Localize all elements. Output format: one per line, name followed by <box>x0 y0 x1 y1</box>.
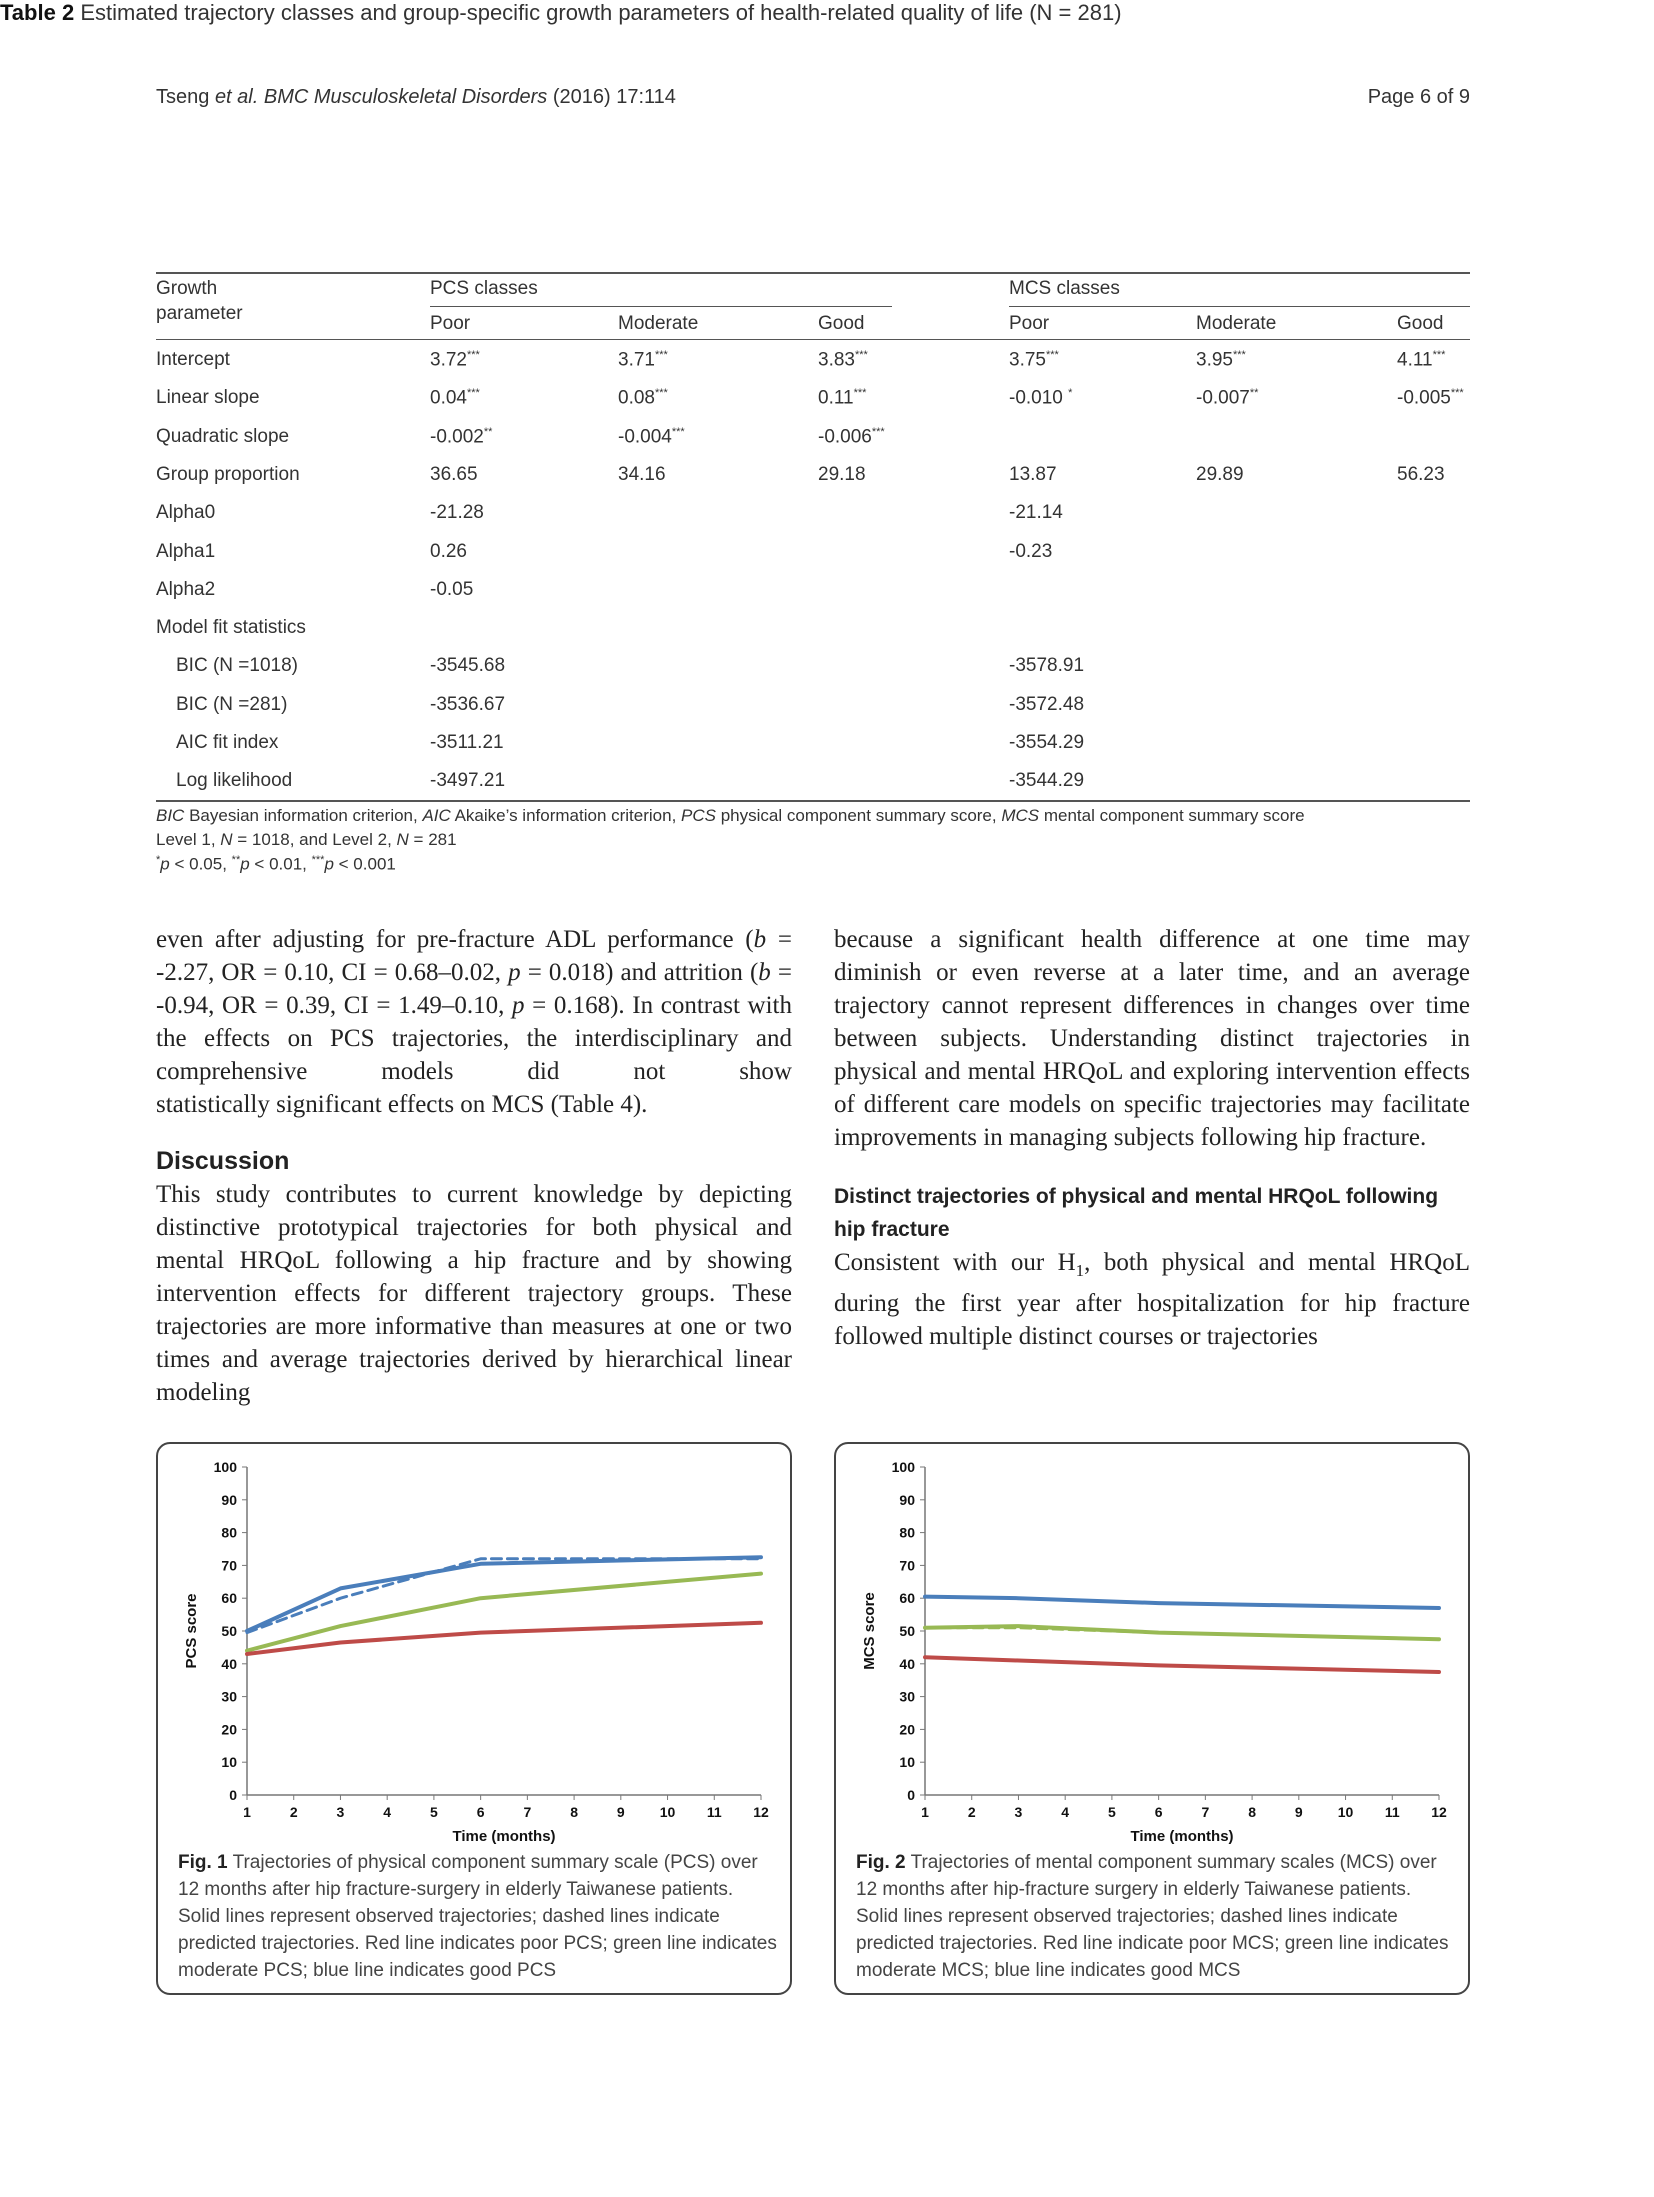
table-cell: 3.95*** <box>1196 349 1246 371</box>
table-head-growth: Growth <box>156 278 218 299</box>
fig2-y-tick-label: 40 <box>899 1655 915 1672</box>
fig2-y-tick-label: 100 <box>891 1459 915 1475</box>
table-row-label: Quadratic slope <box>156 425 290 447</box>
fig2-y-tick-label: 70 <box>899 1557 915 1574</box>
header-etal: et al. <box>214 86 259 108</box>
table-cell: 36.65 <box>430 463 478 485</box>
table-subheader-pcs-moderate: Moderate <box>618 313 699 334</box>
body-left-paragraph-2: This study contributes to current knowledge by depicting distinctive prototypical trajectories for both physical and mental HRQoL following a hip fracture and by showing intervention effects for different trajectory groups. These trajectories are more informative than measures at one or two times and average trajectories derived by hierarchical linear modeling <box>156 1181 792 1406</box>
table-header-rule <box>156 339 1470 340</box>
fig2-x-tick-label: 7 <box>1201 1804 1210 1820</box>
table-cell: -0.010 * <box>1009 387 1073 409</box>
fig1-y-tick-label: 60 <box>221 1590 237 1607</box>
fig2-series-good-mcs-observed <box>925 1597 1439 1608</box>
figure-2-chart <box>836 1444 1468 1844</box>
table-cell: -3544.29 <box>1009 770 1085 792</box>
fig1-x-tick-label: 9 <box>616 1804 625 1820</box>
fig1-y-axis-label: PCS score <box>183 1593 200 1669</box>
body-left-column <box>156 923 792 1409</box>
fig2-y-tick-label: 30 <box>899 1688 915 1705</box>
table-cell: -3497.21 <box>430 770 506 792</box>
fig2-y-tick-label: 80 <box>899 1524 915 1541</box>
fig2-x-tick-label: 3 <box>1014 1804 1023 1820</box>
fig1-series-poor-pcs-observed <box>247 1623 761 1654</box>
header-year-volume: (2016) 17:114 <box>552 86 676 108</box>
table-cell: -0.004*** <box>618 425 685 447</box>
fig2-y-tick-label: 60 <box>899 1590 915 1607</box>
table-head-parameter: parameter <box>156 303 243 324</box>
fig2-series-moderate-mcs-observed <box>925 1626 1439 1639</box>
table-row-label: BIC (N =1018) <box>176 655 298 677</box>
table-cell: 13.87 <box>1009 463 1057 485</box>
table-mcs-rule <box>1009 306 1470 307</box>
fig2-x-tick-label: 8 <box>1248 1804 1256 1820</box>
body-right-paragraph-1: because a significant health difference at one time may diminish or even reverse at a later time, and an average trajectory cannot represent differences in changes over time between subjects. Understanding distinct trajectories in physical and mental HRQoL and exploring intervention effects of different care models on specific trajectories may facilitate improvements in managing subjects following hip fracture. <box>834 926 1470 1151</box>
table-cell: 3.71*** <box>618 349 668 371</box>
table-cell: -0.002** <box>430 425 493 447</box>
fig2-x-tick-label: 10 <box>1337 1804 1354 1820</box>
table-top-rule <box>156 272 1470 274</box>
running-header-citation <box>156 86 676 109</box>
fig1-x-tick-label: 5 <box>430 1804 438 1820</box>
table-cell: 3.83*** <box>818 349 868 371</box>
body-left-paragraph-1: even after adjusting for pre-fracture ADL performance (b = -2.27, OR = 0.10, CI = 0.68–0.02, p = 0.018) and attrition (b = -0.94, OR = 0.39, CI = 1.49–0.10, p = 0.168). In contrast with the effects on PCS trajectories, the interdisciplinary and comprehensive models did not show statistically significant effects on MCS (Table 4). <box>156 926 792 1118</box>
fig1-y-tick-label: 70 <box>221 1557 237 1574</box>
fig1-series-moderate-pcs-predicted <box>247 1574 761 1651</box>
header-journal: BMC Musculoskeletal Disorders <box>263 86 548 108</box>
fig1-x-tick-label: 10 <box>659 1804 676 1820</box>
table-subheader-mcs-poor: Poor <box>1009 313 1050 334</box>
fig1-y-tick-label: 0 <box>229 1787 237 1803</box>
figure-2-caption <box>856 1849 1456 1984</box>
table-row-label: BIC (N =281) <box>176 693 288 715</box>
fig1-x-tick-label: 6 <box>476 1804 485 1820</box>
fig2-x-axis-label: Time (months) <box>1130 1828 1234 1844</box>
table-subheader-mcs-moderate: Moderate <box>1196 313 1277 334</box>
table-bottom-rule <box>156 800 1470 802</box>
figure-2-panel <box>834 1442 1470 1995</box>
table-pcs-rule <box>430 306 892 307</box>
table-cell: 0.11*** <box>818 387 867 409</box>
fig2-x-tick-label: 9 <box>1294 1804 1303 1820</box>
table-cell: -21.28 <box>430 502 484 524</box>
body-right-column <box>834 923 1470 1353</box>
table-cell: -3536.67 <box>430 693 506 715</box>
table-subheader-mcs-good: Good <box>1397 313 1444 334</box>
fig2-y-tick-label: 10 <box>899 1754 915 1771</box>
fig2-y-tick-label: 50 <box>899 1623 915 1639</box>
table-subheader-pcs-poor: Poor <box>430 313 471 334</box>
fig2-x-tick-label: 5 <box>1108 1804 1116 1820</box>
fig1-x-tick-label: 3 <box>336 1804 345 1820</box>
section-subheading: Distinct trajectories of physical and mental HRQoL following hip fracture <box>834 1185 1439 1241</box>
table-cell: 29.18 <box>818 463 866 485</box>
body-right-paragraph-2: Consistent with our $H_1$, both physical and mental HRQoL during the first year after hospitalization for hip fracture followed multiple distinct courses or trajectories <box>834 1249 1470 1350</box>
fig1-series-moderate-pcs-observed <box>247 1574 761 1651</box>
fig1-x-tick-label: 2 <box>289 1804 298 1820</box>
table-cell: -3554.29 <box>1009 732 1085 753</box>
table-caption-label: Table 2 <box>0 0 75 25</box>
table-caption-text: Estimated trajectory classes and group-specific growth parameters of health-related quality of life (N = 281) <box>80 0 1122 25</box>
fig1-y-tick-label: 20 <box>221 1721 237 1738</box>
figure-1-panel <box>156 1442 792 1995</box>
fig1-y-tick-label: 10 <box>221 1754 237 1771</box>
fig2-x-tick-label: 12 <box>1431 1804 1447 1820</box>
table-subheader-pcs-good: Good <box>818 313 865 334</box>
table-row-label: Log likelihood <box>176 770 293 792</box>
fig2-y-tick-label: 0 <box>907 1787 915 1803</box>
table-cell: 0.08*** <box>618 387 668 409</box>
fig1-x-tick-label: 12 <box>753 1804 769 1820</box>
fig2-y-axis-label: MCS score <box>861 1592 878 1670</box>
fig1-x-tick-label: 7 <box>523 1804 532 1820</box>
fig1-x-tick-label: 1 <box>243 1804 251 1820</box>
table-row-label: Alpha2 <box>156 578 216 600</box>
table-footnote-abbrev: BIC Bayesian information criterion, AIC Akaike’s information criterion, PCS physical component summary score, MCS mental component summary score <box>156 806 1305 825</box>
table-cell: -0.006*** <box>818 425 885 447</box>
fig2-x-tick-label: 1 <box>921 1804 929 1820</box>
table-row-label: Intercept <box>156 349 230 370</box>
table-row-label: AIC fit index <box>176 732 279 753</box>
table-caption <box>0 0 1320 26</box>
header-authors: Tseng <box>156 86 210 108</box>
fig1-y-tick-label: 90 <box>221 1491 237 1508</box>
table-cell: 3.75*** <box>1009 349 1059 371</box>
figure-2-caption-text: Trajectories of mental component summary scales (MCS) over 12 months after hip-fracture surgery in elderly Taiwanese patients. Solid lines represent observed trajectories; dashed lines indicate predicted trajectories. Red line indicate poor MCS; green line indicates moderate MCS; blue line indicates good MCS <box>856 1852 1449 1981</box>
table-cell: 0.26 <box>430 540 467 562</box>
figure-2-label: Fig. 2 <box>856 1852 906 1873</box>
fig1-x-tick-label: 4 <box>383 1804 392 1820</box>
fig1-y-tick-label: 40 <box>221 1655 237 1672</box>
table-cell: 34.16 <box>618 463 666 485</box>
table-footnote-levels: Level 1, N = 1018, and Level 2, N = 281 <box>156 830 457 849</box>
fig1-y-tick-label: 30 <box>221 1688 237 1705</box>
discussion-heading: Discussion <box>156 1147 290 1175</box>
fig2-y-tick-label: 20 <box>899 1721 915 1738</box>
table-row-label: Linear slope <box>156 387 260 409</box>
table-cell: -0.007** <box>1196 387 1259 409</box>
table-footnote-significance: *p < 0.05, **p < 0.01, ***p < 0.001 <box>156 854 396 874</box>
table-row-label: Alpha1 <box>156 540 216 562</box>
table-head-pcs-classes: PCS classes <box>430 278 538 299</box>
table-cell: -3511.21 <box>430 732 504 753</box>
figure-1-caption-text: Trajectories of physical component summary scale (PCS) over 12 months after hip fracture-surgery in elderly Taiwanese patients. Solid lines represent observed trajectories; dashed lines indicate predicted trajectories. Red line indicates poor PCS; green line indicates moderate PCS; blue line indicates good PCS <box>178 1852 777 1981</box>
fig2-y-tick-label: 90 <box>899 1491 915 1508</box>
table-cell: -3578.91 <box>1009 655 1085 677</box>
table-cell: -3572.48 <box>1009 693 1085 715</box>
table-cell: 4.11*** <box>1397 349 1446 371</box>
table-cell: -3545.68 <box>430 655 506 677</box>
table-cell: -0.23 <box>1009 540 1053 562</box>
fig1-series-good-pcs-observed <box>247 1557 761 1631</box>
fig2-x-tick-label: 6 <box>1154 1804 1163 1820</box>
fig2-x-tick-label: 4 <box>1061 1804 1070 1820</box>
figure-1-caption <box>178 1849 778 1984</box>
table-cell: 3.72*** <box>430 349 480 371</box>
fig1-x-tick-label: 8 <box>570 1804 578 1820</box>
table-cell: -0.005*** <box>1397 387 1464 409</box>
fig1-x-tick-label: 11 <box>706 1804 722 1820</box>
table-row-label: Group proportion <box>156 463 300 485</box>
table-row-label: Alpha0 <box>156 502 216 524</box>
table-cell: 56.23 <box>1397 463 1445 485</box>
table-row-label: Model fit statistics <box>156 617 306 639</box>
fig1-y-tick-label: 50 <box>221 1623 237 1639</box>
fig2-x-tick-label: 2 <box>967 1804 976 1820</box>
figure-1-chart <box>158 1444 790 1844</box>
table-cell: -0.05 <box>430 578 474 600</box>
running-header-page: Page 6 of 9 <box>1367 86 1470 108</box>
fig2-x-tick-label: 11 <box>1384 1804 1400 1820</box>
figure-1-label: Fig. 1 <box>178 1852 228 1873</box>
table-cell: 29.89 <box>1196 463 1244 485</box>
fig1-y-tick-label: 80 <box>221 1524 237 1541</box>
fig1-x-axis-label: Time (months) <box>452 1828 556 1844</box>
table-cell: 0.04*** <box>430 387 480 409</box>
fig1-y-tick-label: 100 <box>213 1459 237 1475</box>
table-cell: -21.14 <box>1009 502 1063 524</box>
table-head-mcs-classes: MCS classes <box>1009 278 1120 299</box>
fig2-series-poor-mcs-observed <box>925 1657 1439 1672</box>
